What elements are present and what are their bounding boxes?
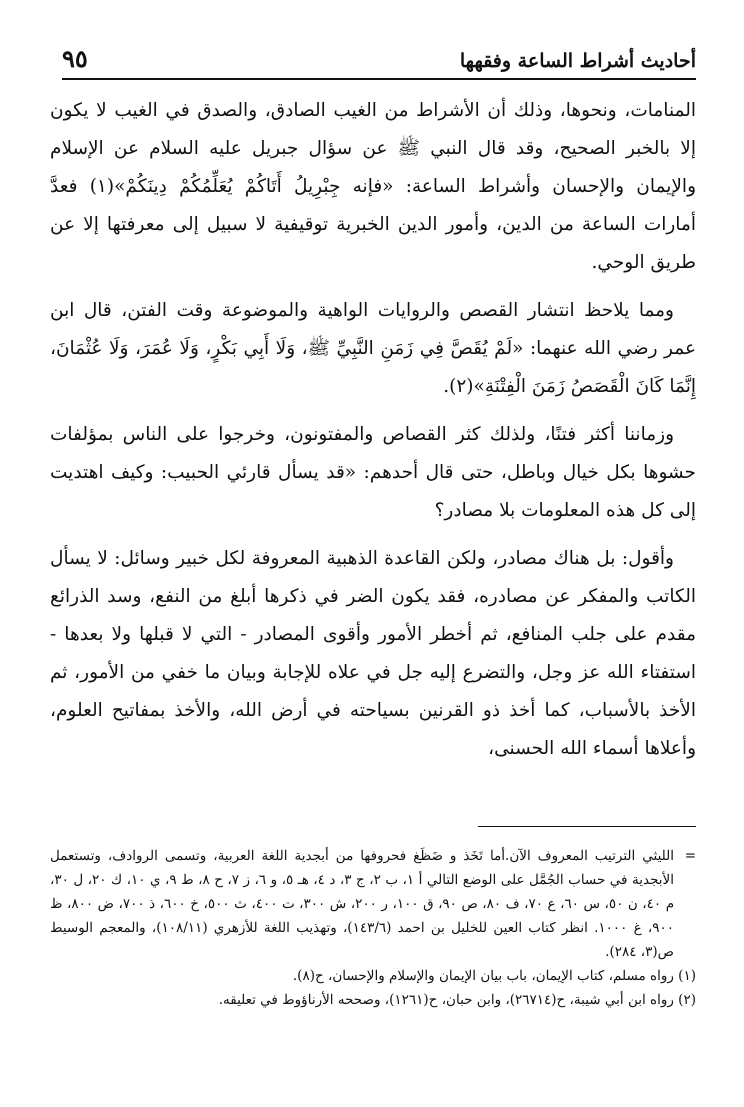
page-header [62, 40, 696, 80]
paragraph: المنامات، ونحوها، وذلك أن الأشراط من الغيب الصادق، والصدق في الغيب لا يكون إلا بالخبر الصحيح، وقد قال النبي ﷺ عن سؤال جبريل عليه السلام عن الإسلام والإيمان والإحسان وأشراط الساعة: «فإنه جِبْرِيلُ أَتَاكُمْ يُعَلِّمُكُمْ دِينَكُمْ»(١) فعدَّ أمارات الساعة من الدين، وأمور الدين الخبرية توقيفية لا سبيل إلى معرفتها إلا عن طريق الوحي. [50, 100, 696, 273]
continuation-mark: = [684, 848, 696, 864]
footnotes [50, 844, 696, 1012]
footnote-continuation-text: الليثي الترتيب المعروف الآن.أما تَخَذ و ضَظَغ فحروفها من أبجدية اللغة العربية، وتسمى الروادف، وتستعمل الأبجدية في حساب الجُمَّل على الوضع التالي أ ١، ب ٢، ج ٣، د ٤، هـ ٥، و ٦، ز ٧، ح ٨، ط ٩، ي ١٠، ك ٢٠، ل ٣٠، م ٤٠، ن ٥٠، س ٦٠، ع ٧٠، ف ٨٠، ص ٩٠، ق ١٠٠، ر ٢٠٠، ش ٣٠٠، ت ٤٠٠، ث ٥٠٠، خ ٦٠٠، ذ ٧٠٠، ض ٨٠٠، ظ ٩٠٠، غ ١٠٠٠. انظر كتاب العين للخليل بن احمد (١٤٣/٦)، وتهذيب اللغة للأزهري (١٠٨/١١)، والمعجم الوسيط ص(٣، ٢٨٤). [50, 848, 675, 960]
page-number: ٩٥ [62, 44, 88, 73]
main-text [50, 92, 696, 768]
footnote-1: (١) رواه مسلم، كتاب الإيمان، باب بيان الإيمان والإسلام والإحسان، ح(٨). [292, 968, 696, 984]
paragraph: وزماننا أكثر فتنًا، ولذلك كثر القصاص والمفتونون، وخرجوا على الناس بمؤلفات حشوها بكل خيال وباطل، حتى قال أحدهم: «قد يسأل قارئي الحبيب: وكيف اهتديت إلى كل هذه المعلومات بلا مصادر؟ [50, 424, 696, 521]
paragraph: ومما يلاحظ انتشار القصص والروايات الواهية والموضوعة وقت الفتن، قال ابن عمر رضي الله عنهما: «لَمْ يُقَصَّ فِي زَمَنِ النَّبِيِّ ﷺ، وَلَا أَبِي بَكْرٍ، وَلَا عُمَرَ، وَلَا عُثْمَانَ، إِنَّمَا كَانَ الْقَصَصُ زَمَنَ الْفِتْنَةِ»(٢). [50, 300, 696, 397]
paragraph: وأقول: بل هناك مصادر، ولكن القاعدة الذهبية المعروفة لكل خبير وسائل: لا يسأل الكاتب والمفكر عن مصادره، فقد يكون الضر في ذكرها أبلغ من النفع، وسد الذرائع مقدم على جلب المنافع، ثم أخطر الأمور وأقوى المصادر - التي لا قبلها ولا بعدها - استفتاء الله عز وجل، والتضرع إليه جل في علاه للإجابة وبيان ما خفي من الأمور، ثم الأخذ بالأسباب، كما أخذ ذو القرنين بسياحته في أرض الله، والأخذ بمفاتيح العلوم، وأعلاها أسماء الله الحسنى، [50, 548, 696, 759]
footnote-separator [478, 826, 696, 827]
running-title: أحاديث أشراط الساعة وفقهها [459, 50, 696, 72]
footnote-continuation [50, 844, 696, 964]
footnote-2: (٢) رواه ابن أبي شيبة، ح(٢٦٧١٤)، وابن حبان، ح(١٢٦١)، وصححه الأرناؤوط في تعليقه. [218, 992, 696, 1008]
